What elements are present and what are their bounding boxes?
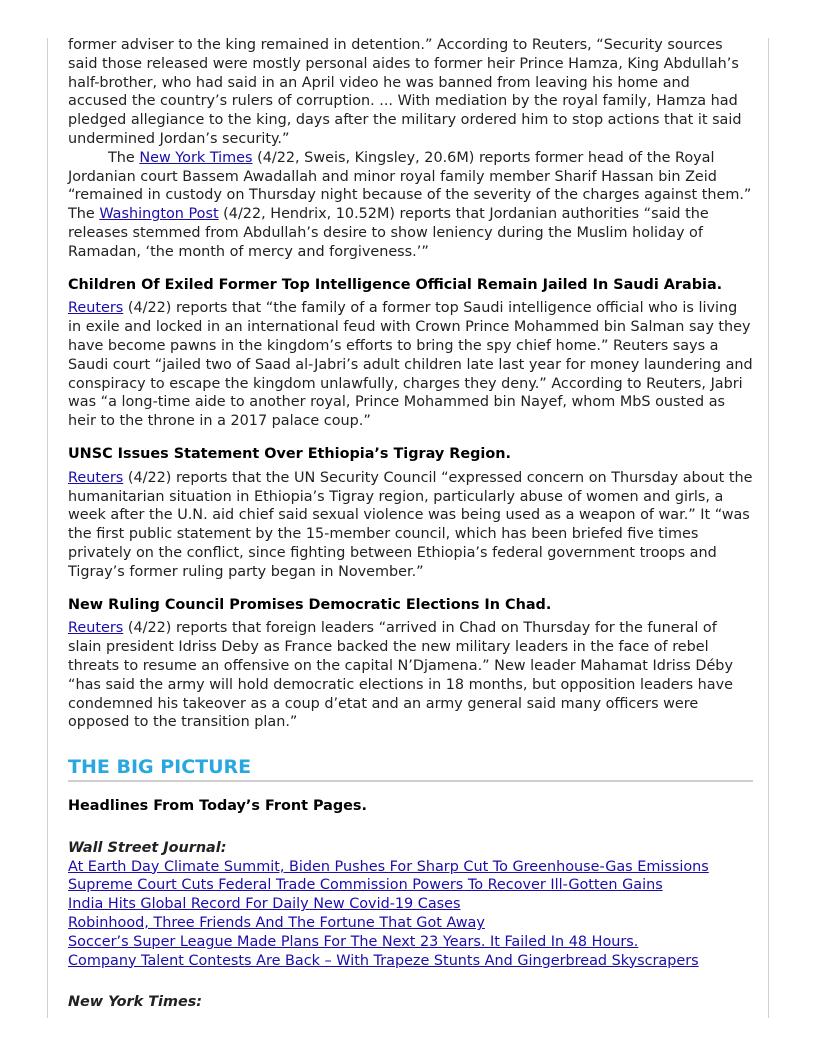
intro-paragraph-2 — [68, 149, 753, 262]
story-headline-chad: New Ruling Council Promises Democratic Elections In Chad. — [68, 596, 552, 613]
story-headline-tigray: UNSC Issues Statement Over Ethiopia’s Tigray Region. — [68, 445, 511, 462]
headline-link[interactable]: India Hits Global Record For Daily New Covid-19 Cases — [68, 896, 461, 913]
washington-post-link[interactable]: Washington Post — [99, 206, 219, 223]
big-picture-section-title: THE BIG PICTURE — [68, 755, 753, 782]
intro-text-post: (4/22, Hendrix, 10.52M) reports that Jordanian authorities “said the releases stemmed from Abdullah’s desire to show leniency during the Muslim holiday of Ramadan, ‘the month of mercy and forgiveness.’” — [68, 206, 709, 260]
story-body-saudi — [68, 299, 753, 431]
intro-paragraph-1: former adviser to the king remained in detention.” According to Reuters, “Security sources said those released were mostly personal aides to former heir Prince Hamza, King Abdullah’s half-brother, who had said in an April video he was banned from leaving his home and accused the country’s rulers of corruption. ... With mediation by the royal family, Hamza had pledged allegiance to the king, days after the military ordered him to stop actions that it said undermined Jordan’s security.” — [68, 37, 742, 147]
intro-text-mid: (4/22, Sweis, Kingsley, 20.6M) reports former head of the Royal Jordanian court Bassem Awadallah and minor royal family member Sharif Hassan bin Zeid “remained in custody on Thursday night because of the severity of the charges against them.” The — [68, 149, 752, 223]
reuters-link[interactable]: Reuters — [68, 469, 124, 486]
left-border-rule — [47, 38, 48, 1018]
story-body-chad — [68, 619, 753, 732]
new-york-times-link[interactable]: New York Times — [139, 149, 253, 166]
reuters-link[interactable]: Reuters — [68, 620, 124, 637]
story-text: (4/22) reports that “the family of a former top Saudi intelligence official who is living in exile and locked in an international feud with Crown Prince Mohammed bin Salman say they have become pawns in the kingdom’s efforts to bring the spy chief home.” Reuters says a Saudi court “jailed two of Saad al-Jabri’s adult children late last year for money laundering and conspiracy to escape the kingdom unlawfully, charges they deny.” According to Reuters, Jabri was “a long-time aide to another royal, Prince Mohammed bin Nayef, whom MbS ousted as heir to the throne in a 2017 palace coup.” — [68, 300, 753, 430]
reuters-link[interactable]: Reuters — [68, 300, 124, 317]
headline-link[interactable]: Soccer’s Super League Made Plans For The Next 23 Years. It Failed In 48 Hours. — [68, 933, 639, 950]
headline-link[interactable]: At Earth Day Climate Summit, Biden Pushes For Sharp Cut To Greenhouse-Gas Emissions — [68, 858, 709, 875]
wsj-headline-list — [68, 858, 753, 971]
story-text: (4/22) reports that the UN Security Council “expressed concern on Thursday about the humanitarian situation in Ethiopia’s Tigray region, particularly abuse of women and girls, a week after the U.N. aid chief said sexual violence was being used as a weapon of war.” It “was the first public statement by the 15-member council, which has been briefed five times privately on the conflict, since fighting between Ethiopia’s federal government troops and Tigray’s former ruling party began in November.” — [68, 469, 753, 580]
right-border-rule — [768, 38, 769, 1018]
headline-link[interactable]: Company Talent Contests Are Back – With Trapeze Stunts And Gingerbread Skyscrapers — [68, 952, 699, 969]
newsletter-body — [68, 36, 753, 1012]
headline-link[interactable]: Supreme Court Cuts Federal Trade Commission Powers To Recover Ill-Gotten Gains — [68, 877, 663, 894]
headline-link[interactable]: Robinhood, Three Friends And The Fortune That Got Away — [68, 915, 485, 932]
wsj-source-label: Wall Street Journal: — [68, 839, 227, 856]
nyt-source-label: New York Times: — [68, 994, 203, 1011]
front-pages-subhead: Headlines From Today’s Front Pages. — [68, 798, 367, 815]
story-headline-saudi: Children Of Exiled Former Top Intelligence Official Remain Jailed In Saudi Arabia. — [68, 276, 723, 293]
intro-text-pre: The — [108, 149, 140, 166]
story-text: (4/22) reports that foreign leaders “arrived in Chad on Thursday for the funeral of slain president Idriss Deby as France backed the new military leaders in the face of rebel threats to resume an offensive on the capital N’Djamena.” New leader Mahamat Idriss Déby “has said the army will hold democratic elections in 18 months, but opposition leaders have condemned his takeover as a coup d’etat and an army general said many officers were opposed to the transition plan.” — [68, 620, 733, 731]
story-body-tigray — [68, 469, 753, 582]
